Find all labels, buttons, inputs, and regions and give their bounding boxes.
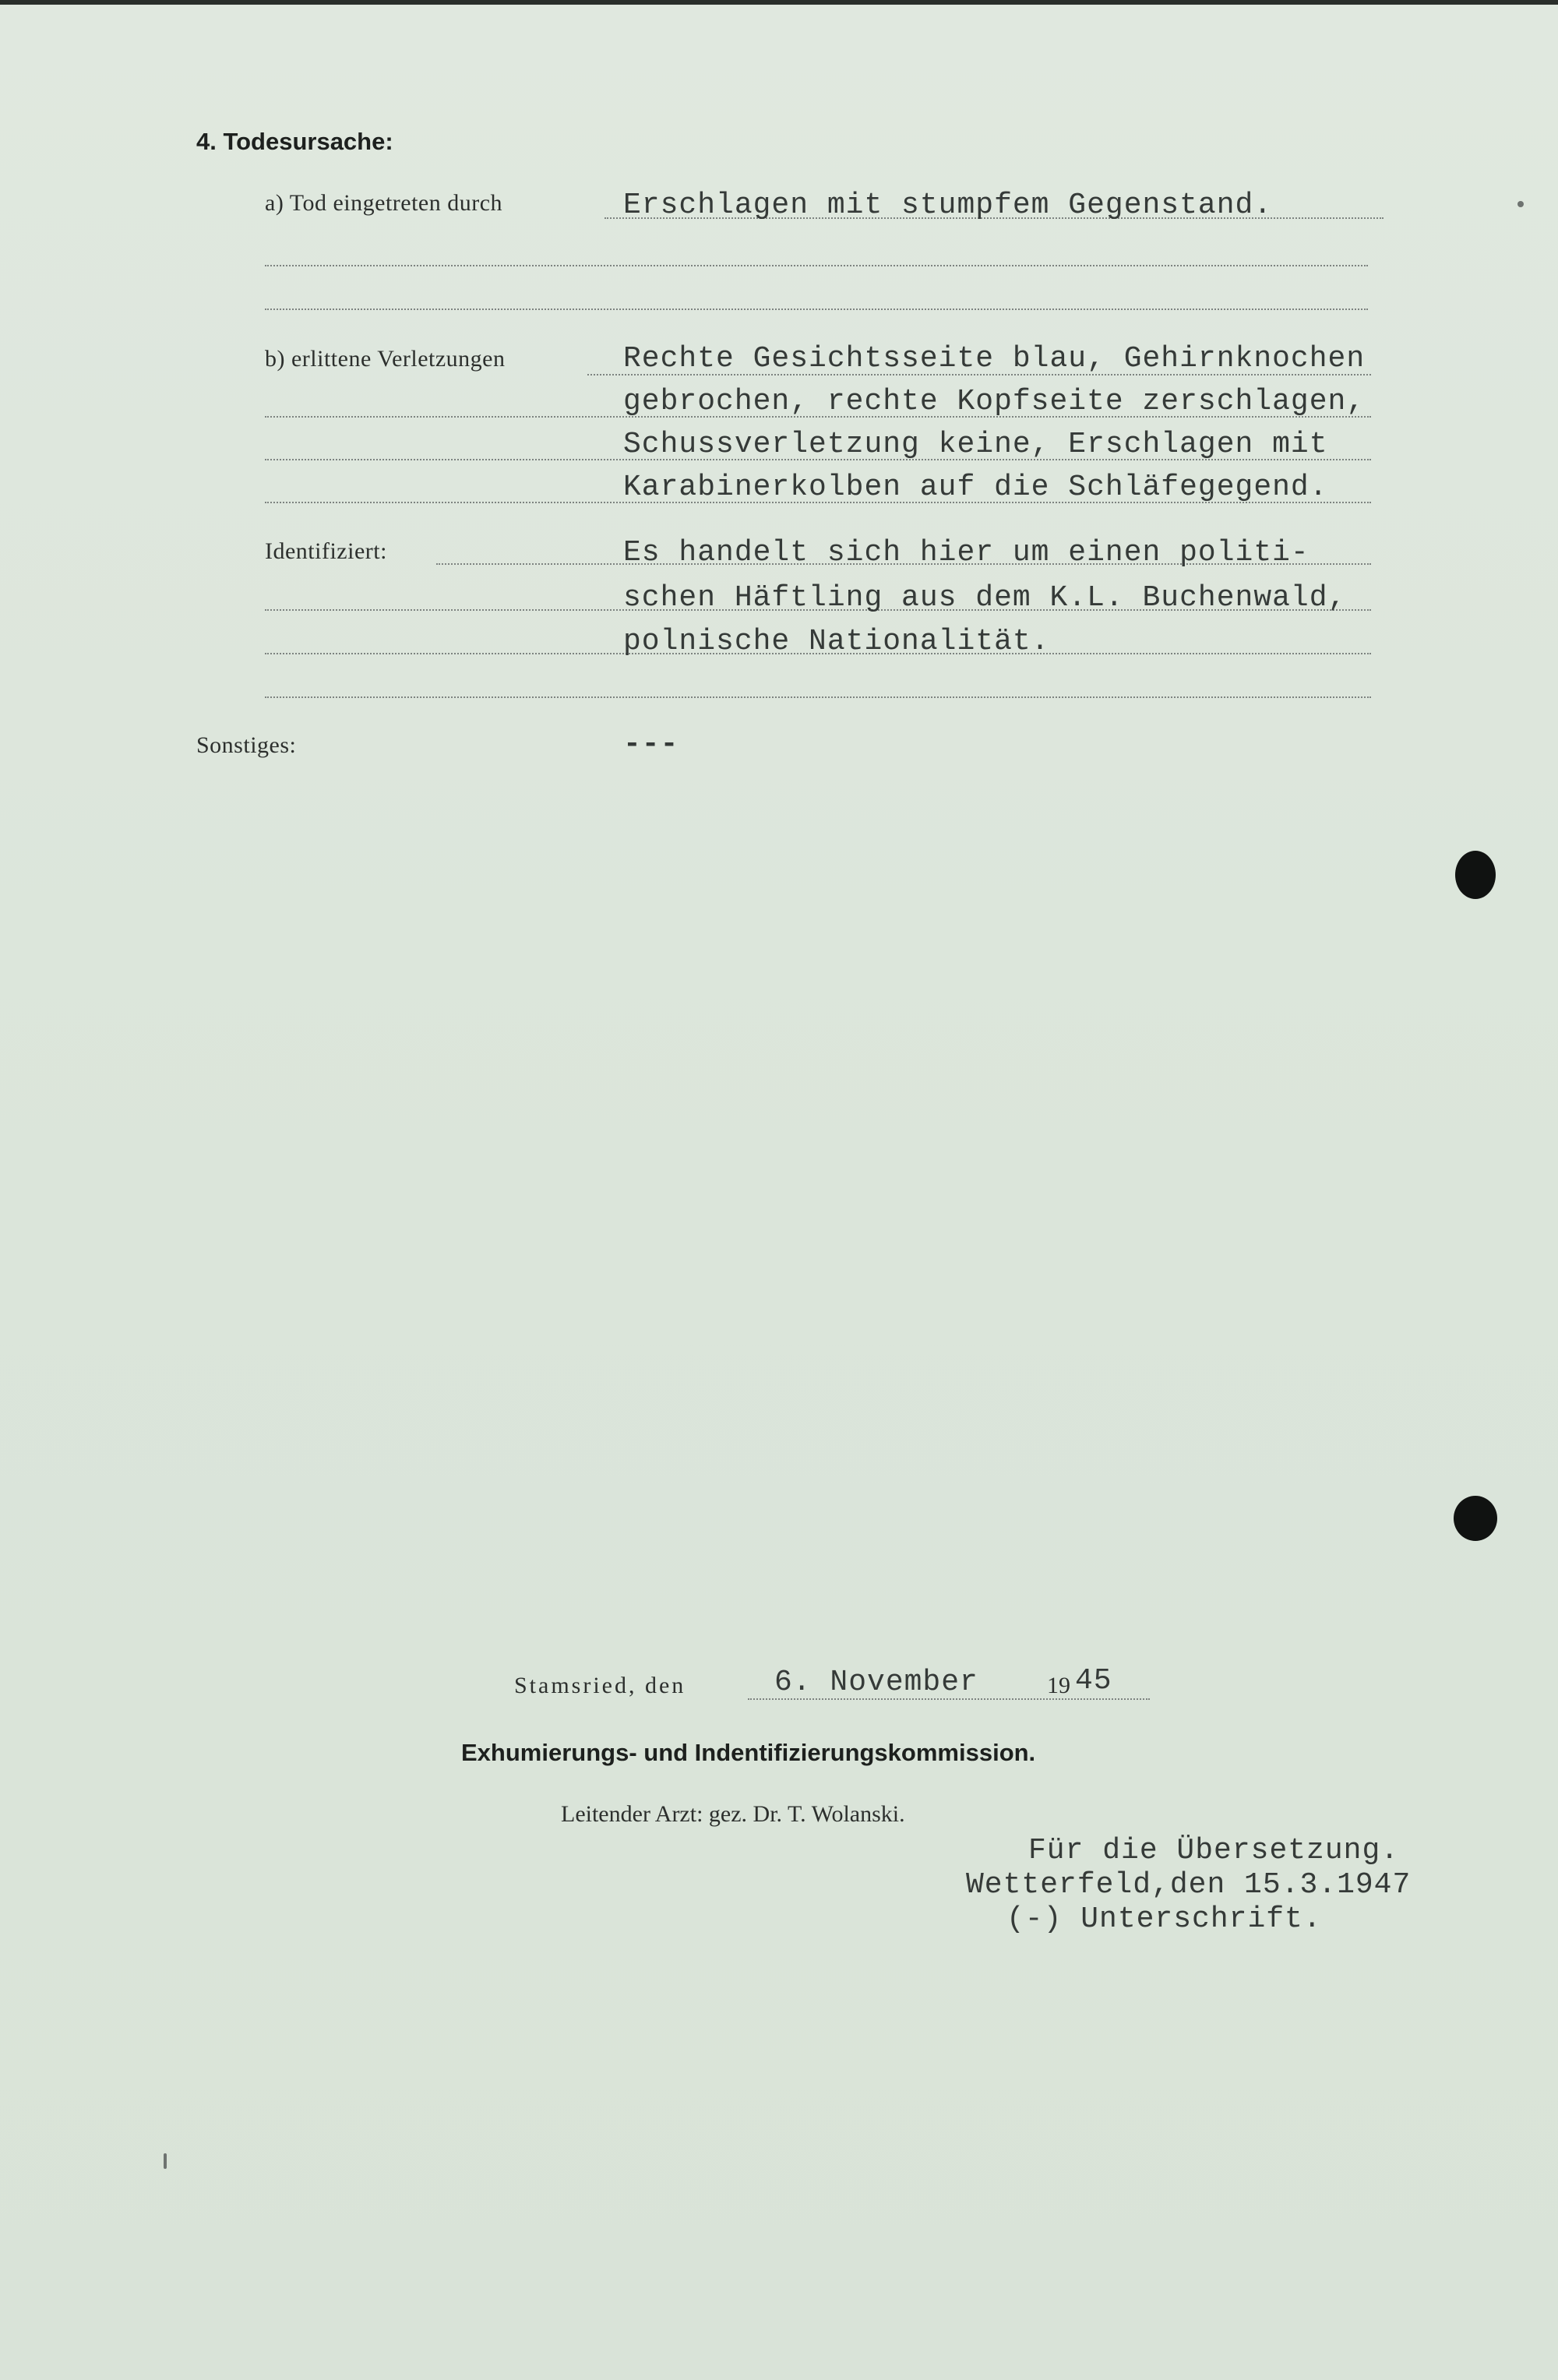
- punch-hole: [1455, 851, 1496, 899]
- translation-line-1: Für die Übersetzung.: [1028, 1834, 1400, 1867]
- identifiziert-line-1: Es handelt sich hier um einen politi-: [623, 536, 1309, 569]
- place-label: Stamsried, den: [514, 1673, 686, 1698]
- dotted-line: [265, 309, 1368, 310]
- section-heading: 4. Todesursache:: [196, 128, 393, 155]
- translation-line-2: Wetterfeld,den 15.3.1947: [966, 1868, 1412, 1902]
- year-prefix: 19: [1047, 1673, 1070, 1698]
- dotted-line: [265, 696, 1371, 698]
- sonstiges-value: ---: [623, 728, 679, 761]
- translation-line-3: (-) Unterschrift.: [1006, 1902, 1322, 1936]
- verletzungen-line-4: Karabinerkolben auf die Schläfegegend.: [623, 471, 1328, 504]
- identifiziert-line-3: polnische Nationalität.: [623, 625, 1050, 658]
- paper-speck: [164, 2153, 167, 2169]
- commission-name: Exhumierungs- und Indentifizierungskommission.: [461, 1739, 1036, 1766]
- year-suffix: 45: [1075, 1664, 1112, 1698]
- paper-speck: [1517, 201, 1524, 207]
- verletzungen-line-1: Rechte Gesichtsseite blau, Gehirnknochen: [623, 342, 1366, 376]
- punch-hole: [1454, 1496, 1497, 1541]
- sonstiges-label: Sonstiges:: [196, 732, 297, 758]
- verletzungen-line-3: Schussverletzung keine, Erschlagen mit: [623, 428, 1328, 461]
- verletzungen-label: b) erlittene Verletzungen: [265, 346, 506, 372]
- dotted-line: [265, 265, 1368, 266]
- tod-value: Erschlagen mit stumpfem Gegenstand.: [623, 189, 1273, 222]
- doctor-signature: Leitender Arzt: gez. Dr. T. Wolanski.: [561, 1801, 905, 1827]
- verletzungen-line-2: gebrochen, rechte Kopfseite zerschlagen,: [623, 385, 1366, 418]
- identifiziert-line-2: schen Häftling aus dem K.L. Buchenwald,: [623, 581, 1347, 615]
- identifiziert-label: Identifiziert:: [265, 538, 387, 564]
- tod-label: a) Tod eingetreten durch: [265, 190, 503, 216]
- date-day-month: 6. November: [774, 1666, 978, 1699]
